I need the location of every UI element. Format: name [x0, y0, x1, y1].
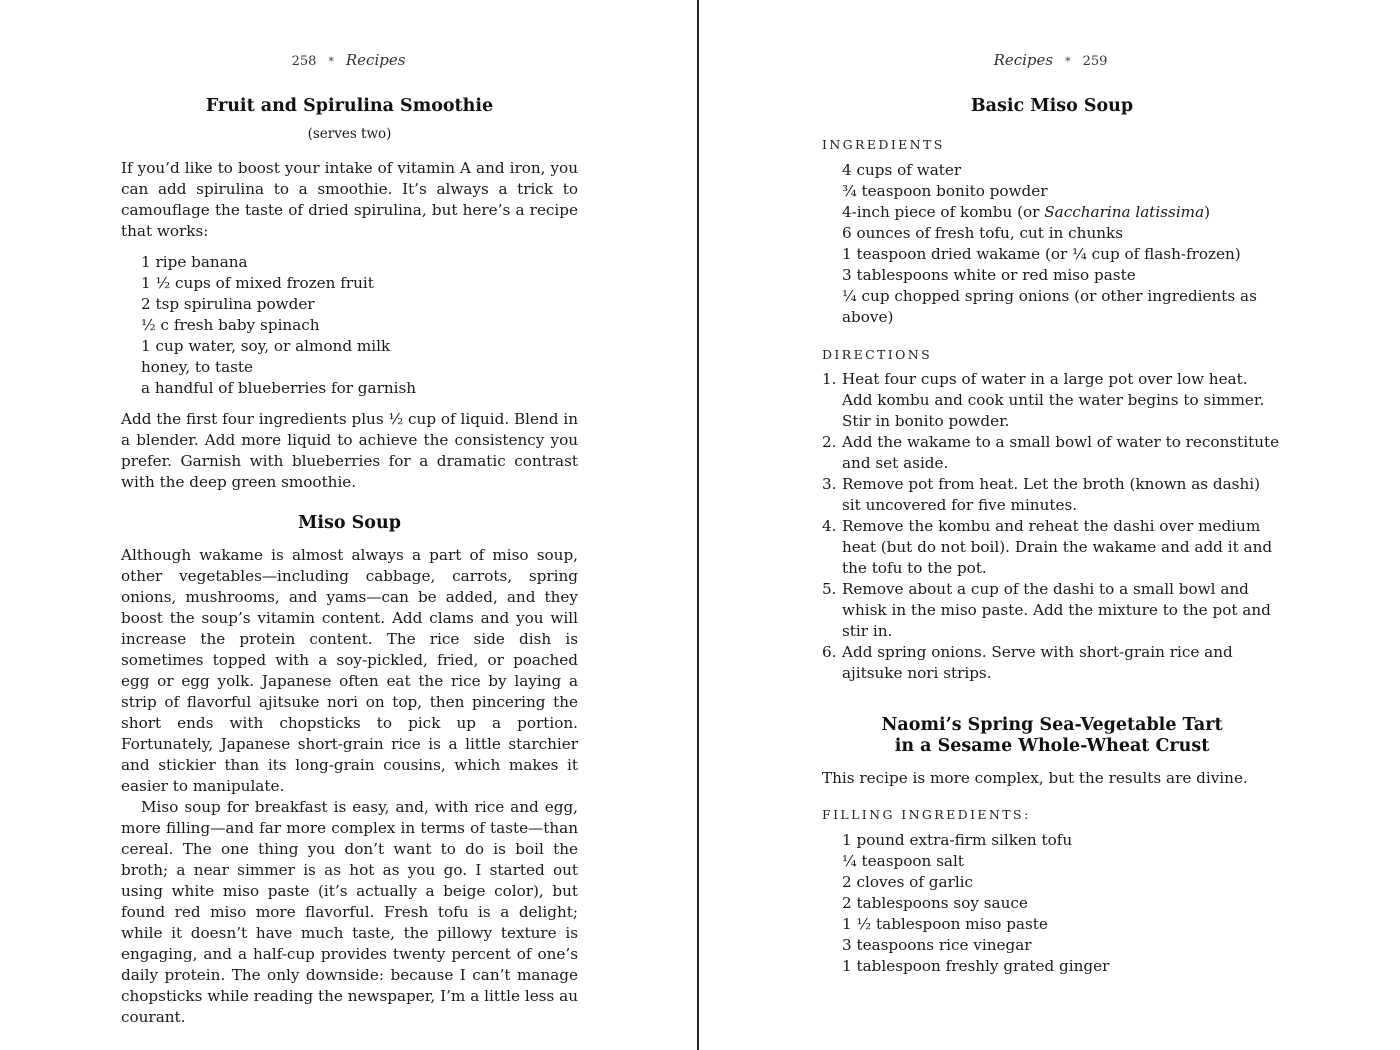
- list-item: honey, to taste: [141, 358, 254, 376]
- smoothie-intro: If you’d like to boost your intake of vitamin A and iron, you can add spirulina to a smoothie. It’s always a trick to camouflage the taste of dried spirulina, but here’s a recipe that works:: [121, 159, 578, 240]
- running-head-left: [0, 50, 697, 72]
- list-item: 2 tsp spirulina powder: [141, 295, 315, 313]
- separator-star: *: [1065, 55, 1071, 68]
- ingredient-text: 4-inch piece of kombu (or: [842, 203, 1045, 221]
- list-item: 2 tablespoons soy sauce: [842, 894, 1028, 912]
- list-item: 3 tablespoons white or red miso paste: [842, 266, 1136, 284]
- left-page: [0, 0, 699, 1050]
- section-label: FILLING INGREDIENTS:: [822, 807, 1031, 822]
- list-item: ½ c fresh baby spinach: [141, 316, 320, 334]
- list-item: [822, 369, 1282, 432]
- list-item: [822, 516, 1282, 579]
- step-number: 4.: [822, 517, 837, 535]
- miso-paragraph: Miso soup for breakfast is easy, and, with rice and egg, more filling—and far more complex in terms of taste—than cereal. The one thing you don’t want to do is boil the broth; a near simmer is as hot as you go. I started out using white miso paste (it’s actually a beige color), but found red miso more flavorful. Fresh tofu is a delight; while it doesn’t have much taste, the pillowy texture is engaging, and a half-cup provides twenty percent of one’s daily protein. The only downside: because I can’t manage chopsticks while reading the newspaper, I’m a little less au courant.: [121, 798, 578, 1026]
- list-item: 1 ripe banana: [141, 253, 248, 271]
- list-item: ¼ teaspoon salt: [842, 852, 964, 870]
- list-item: [822, 474, 1282, 516]
- list-item: 1 tablespoon freshly grated ginger: [842, 957, 1110, 975]
- list-item: [842, 202, 1282, 223]
- recipe-title-line: Naomi’s Spring Sea-Vegetable Tart: [881, 715, 1223, 735]
- close-paren: ): [1204, 203, 1211, 221]
- running-title: Recipes: [993, 51, 1054, 69]
- list-item: ¼ cup chopped spring onions (or other ingredients as above): [842, 287, 1257, 326]
- list-item: 1 ½ cups of mixed frozen fruit: [141, 274, 374, 292]
- smoothie-ingredients: [121, 252, 578, 399]
- recipe-title: Miso Soup: [298, 513, 401, 533]
- miso-paragraph: Although wakame is almost always a part of miso soup, other vegetables—including cabbage, carrots, spring onions, mushrooms, and yams—can be added, and they boost the soup’s vitamin content. Add clams and you will increase the protein content. The rice side dish is sometimes topped with a soy-pickled, fried, or poached egg or egg yolk. Japanese often eat the rice by laying a strip of flavorful ajitsuke nori on top, then pincering the short ends with chopsticks to pick up a portion. Fortunately, Japanese short-grain rice is a little starchier and stickier than its long-grain cousins, which makes it easier to manipulate.: [121, 546, 578, 795]
- tart-intro: This recipe is more complex, but the results are divine.: [822, 769, 1248, 787]
- recipe-title: Basic Miso Soup: [970, 96, 1134, 116]
- step-text: Remove about a cup of the dashi to a small bowl and whisk in the miso paste. Add the mixture to the pot and stir in.: [842, 580, 1271, 640]
- right-column: [822, 96, 1282, 977]
- running-head-right: [701, 50, 1400, 72]
- step-number: 3.: [822, 475, 837, 493]
- section-label: INGREDIENTS: [822, 137, 945, 152]
- miso-ingredients: [822, 160, 1282, 328]
- page-number: 259: [1082, 54, 1108, 69]
- step-number: 6.: [822, 643, 837, 661]
- right-page: [701, 0, 1400, 1050]
- list-item: [822, 642, 1282, 684]
- serves-note: (serves two): [307, 126, 392, 142]
- list-item: 2 cloves of garlic: [842, 873, 974, 891]
- species-name: Saccharina latissima: [1044, 203, 1205, 221]
- smoothie-method: Add the first four ingredients plus ½ cup of liquid. Blend in a blender. Add more liquid to achieve the consistency you prefer. Garnish with blueberries for a dramatic contrast with the deep green smoothie.: [121, 410, 578, 491]
- step-number: 1.: [822, 370, 837, 388]
- list-item: 1 teaspoon dried wakame (or ¼ cup of flash-frozen): [842, 245, 1241, 263]
- list-item: 4 cups of water: [842, 161, 962, 179]
- list-item: [822, 432, 1282, 474]
- left-column: [121, 96, 578, 1028]
- list-item: ¾ teaspoon bonito powder: [842, 182, 1048, 200]
- tart-filling: [822, 830, 1282, 977]
- list-item: a handful of blueberries for garnish: [141, 379, 417, 397]
- miso-directions: [822, 369, 1282, 684]
- running-title: Recipes: [345, 51, 406, 69]
- recipe-title: [822, 715, 1282, 757]
- list-item: 3 teaspoons rice vinegar: [842, 936, 1032, 954]
- recipe-title-line: in a Sesame Whole-Wheat Crust: [894, 736, 1210, 756]
- list-item: 1 cup water, soy, or almond milk: [141, 337, 391, 355]
- list-item: 1 pound extra-firm silken tofu: [842, 831, 1073, 849]
- list-item: 6 ounces of fresh tofu, cut in chunks: [842, 224, 1124, 242]
- separator-star: *: [328, 55, 334, 68]
- step-number: 2.: [822, 433, 837, 451]
- step-text: Remove pot from heat. Let the broth (known as dashi) sit uncovered for five minutes.: [842, 475, 1261, 514]
- recipe-title: Fruit and Spirulina Smoothie: [205, 96, 494, 116]
- step-number: 5.: [822, 580, 837, 598]
- step-text: Add the wakame to a small bowl of water to reconstitute and set aside.: [842, 433, 1280, 472]
- list-item: [822, 579, 1282, 642]
- step-text: Add spring onions. Serve with short-grain rice and ajitsuke nori strips.: [842, 643, 1233, 682]
- page-number: 258: [291, 54, 317, 69]
- step-text: Remove the kombu and reheat the dashi over medium heat (but do not boil). Drain the wakame and add it and the tofu to the pot.: [842, 517, 1273, 577]
- step-text: Heat four cups of water in a large pot over low heat. Add kombu and cook until the water begins to simmer. Stir in bonito powder.: [842, 370, 1265, 430]
- section-label: DIRECTIONS: [822, 347, 933, 362]
- list-item: 1 ½ tablespoon miso paste: [842, 915, 1048, 933]
